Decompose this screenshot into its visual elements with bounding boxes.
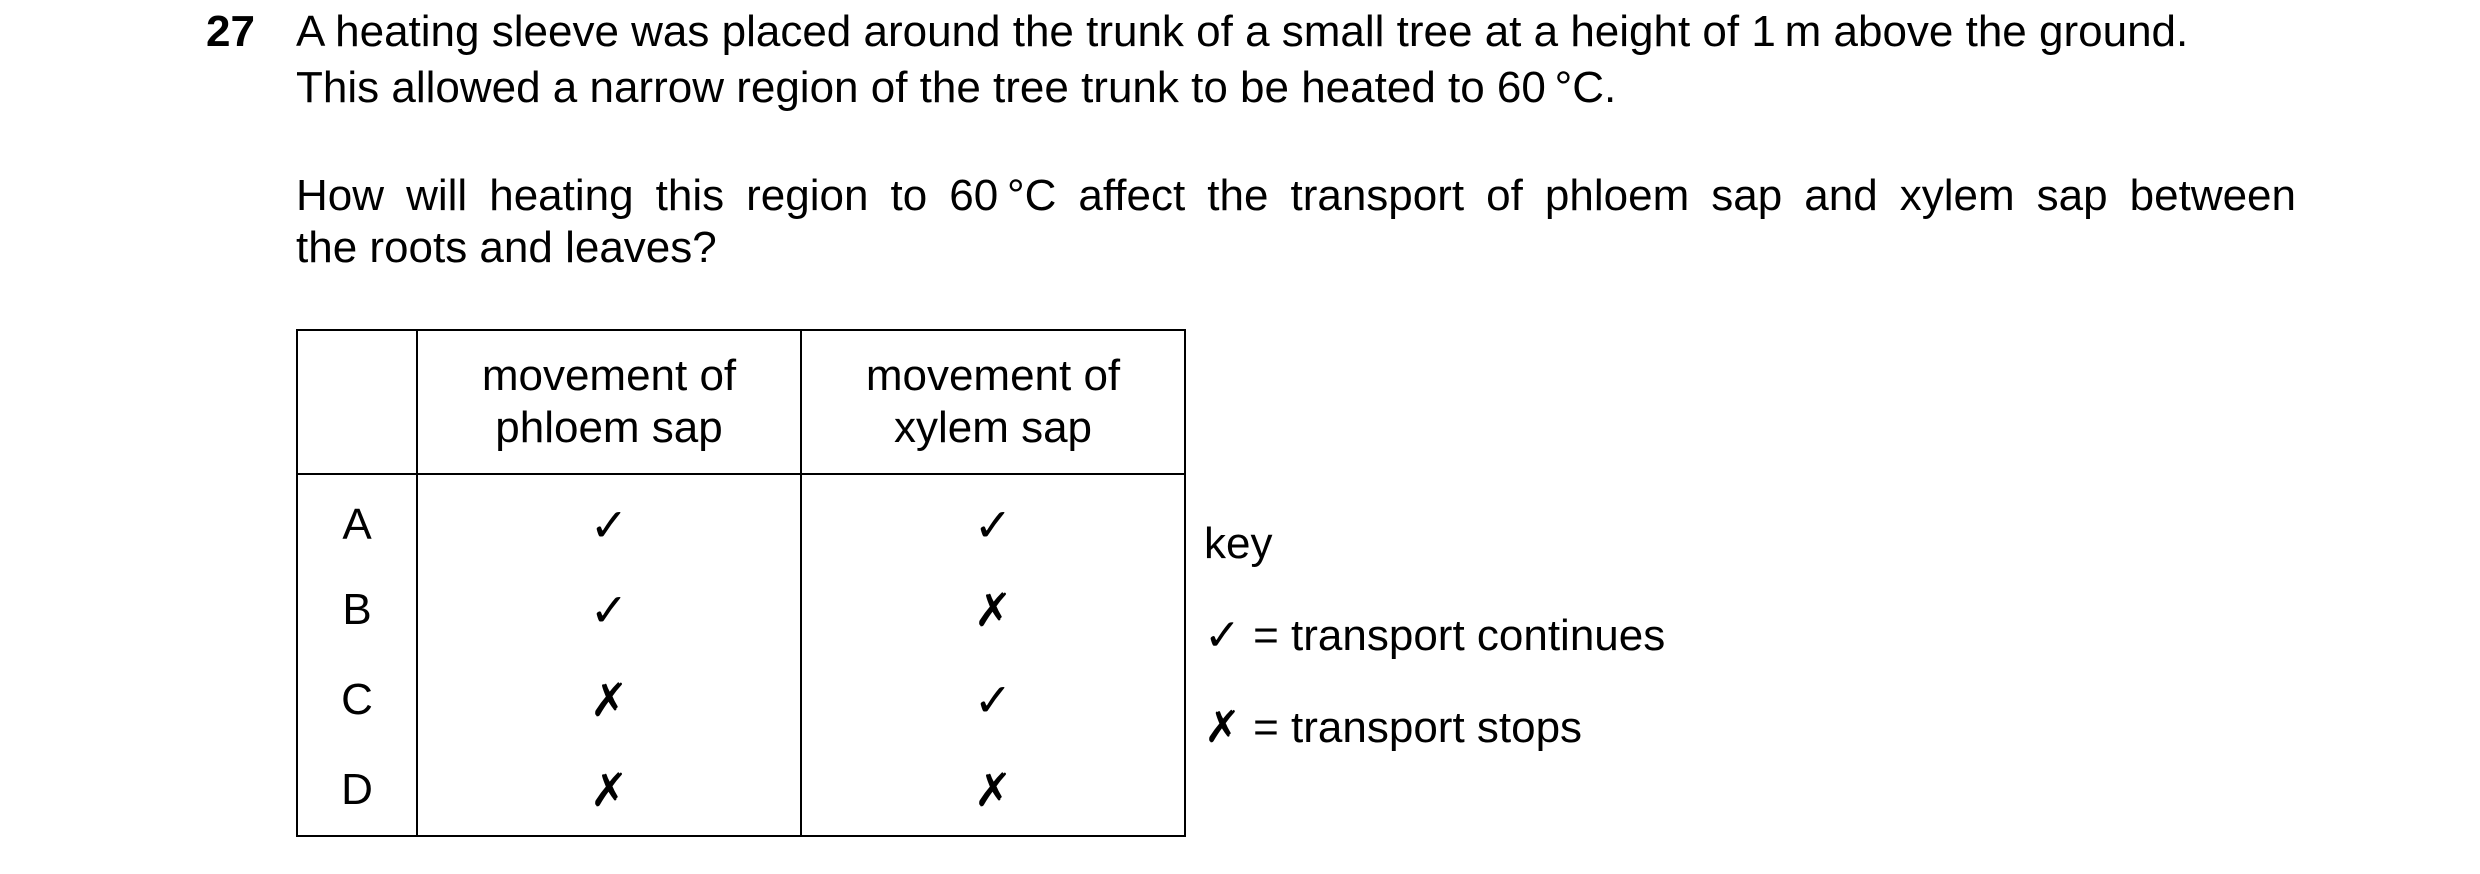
header-phloem-line-1: movement of xyxy=(481,351,737,400)
option-letter-c: C xyxy=(297,655,417,745)
header-phloem xyxy=(417,330,801,474)
key-legend xyxy=(1204,498,1665,774)
prompt-line-1: How will heating this region to 60 °C affect the transport of phloem sap and xylem sap between xyxy=(296,171,2296,220)
key-cross-entry xyxy=(1204,682,1665,774)
question-number: 27 xyxy=(206,7,255,56)
option-letter-a: A xyxy=(297,474,417,565)
option-b-xylem-mark: ✗ xyxy=(801,565,1185,655)
option-a-xylem-mark: ✓ xyxy=(801,474,1185,565)
key-cross-meaning: = transport stops xyxy=(1253,703,1583,752)
table-row-b xyxy=(297,565,1185,655)
header-xylem-line-1: movement of xyxy=(865,351,1121,400)
option-letter-d: D xyxy=(297,745,417,836)
table-row-a xyxy=(297,474,1185,565)
option-a-phloem-mark: ✓ xyxy=(417,474,801,565)
table-header-row xyxy=(297,330,1185,474)
stem-line-1: A heating sleeve was placed around the trunk of a small tree at a height of 1 m above the ground. xyxy=(296,7,2189,56)
stem-line-2: This allowed a narrow region of the tree trunk to be heated to 60 °C. xyxy=(296,63,1617,112)
key-title: key xyxy=(1204,519,1273,568)
option-c-xylem-mark: ✓ xyxy=(801,655,1185,745)
table-row-d xyxy=(297,745,1185,836)
prompt-line-2: the roots and leaves? xyxy=(296,223,717,272)
header-xylem-line-2: xylem sap xyxy=(893,403,1093,452)
key-tick-meaning: = transport continues xyxy=(1253,611,1666,660)
key-tick-entry xyxy=(1204,590,1665,682)
cross-icon: ✗ xyxy=(1204,703,1241,752)
table-row-c xyxy=(297,655,1185,745)
option-d-phloem-mark: ✗ xyxy=(417,745,801,836)
answer-options-table xyxy=(296,329,1186,837)
option-c-phloem-mark: ✗ xyxy=(417,655,801,745)
question-stem xyxy=(296,4,2296,116)
header-letter-cell xyxy=(297,330,417,474)
question-prompt xyxy=(296,170,2296,274)
tick-icon: ✓ xyxy=(1204,611,1241,660)
option-d-xylem-mark: ✗ xyxy=(801,745,1185,836)
option-b-phloem-mark: ✓ xyxy=(417,565,801,655)
header-phloem-line-2: phloem sap xyxy=(495,403,723,452)
option-letter-b: B xyxy=(297,565,417,655)
header-xylem xyxy=(801,330,1185,474)
